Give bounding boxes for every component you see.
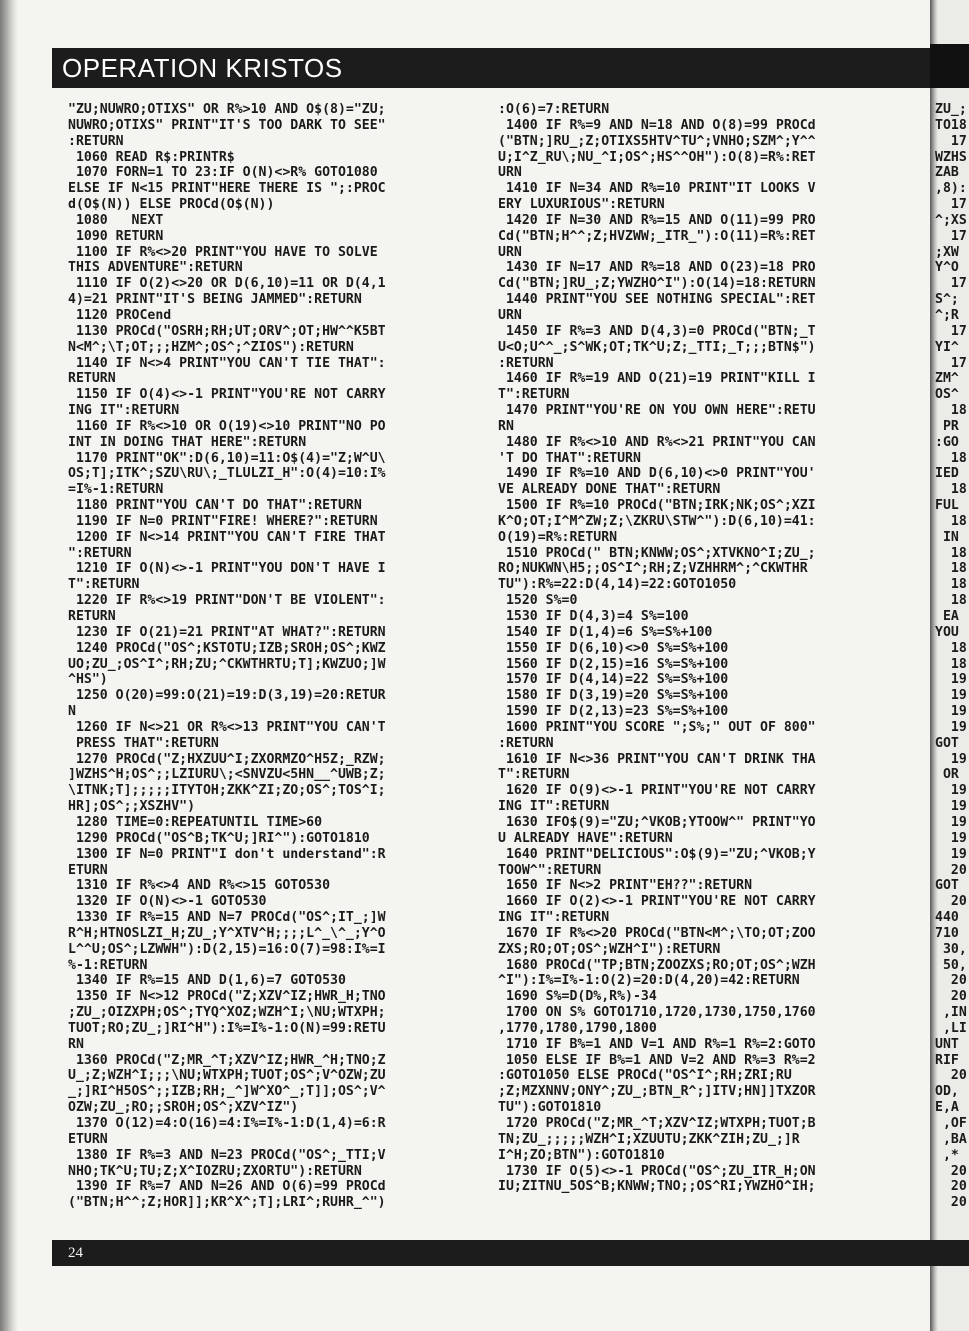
- listing-line: 19: [935, 672, 967, 688]
- listing-line: 4)=21 PRINT"IT'S BEING JAMMED":RETURN: [68, 292, 362, 308]
- listing-line: HR];OS^;;XSZHV"): [68, 799, 196, 815]
- listing-line: 19: [935, 799, 967, 815]
- listing-line: ;ZU_;OIZXPH;OS^;TYQ^XOZ;WZH^I;\NU;WTXPH;: [68, 1005, 386, 1021]
- listing-line: URN: [498, 244, 522, 260]
- listing-line: ZAB: [935, 165, 959, 181]
- listing-line: T":RETURN: [498, 767, 570, 783]
- listing-line: ERY LUXURIOUS":RETURN: [498, 197, 665, 213]
- listing-line: 1180 PRINT"YOU CAN'T DO THAT":RETURN: [68, 498, 362, 514]
- listing-line: 1560 IF D(2,15)=16 S%=S%+100: [498, 656, 729, 672]
- listing-line: Y^O: [935, 260, 959, 276]
- listing-line: OZW;ZU_;RO;;SROH;OS^;XZV^IZ"): [68, 1100, 299, 1116]
- listing-line: RETURN: [68, 371, 116, 387]
- listing-line: 18: [935, 403, 967, 419]
- listing-line: 1240 PROCd("OS^;KSTOTU;IZB;SROH;OS^;KWZ: [68, 640, 386, 656]
- listing-line: ^;XS: [935, 212, 967, 228]
- listing-line: 1500 IF R%=10 PROCd("BTN;IRK;NK;OS^;XZI: [498, 498, 816, 514]
- listing-line: T":RETURN: [68, 577, 140, 593]
- listing-line: ZU_;: [935, 102, 967, 117]
- listing-line: 1630 IFO$(9)="ZU;^VKOB;YTOOW^" PRINT"YO: [498, 814, 816, 830]
- listing-line: 1580 IF D(3,19)=20 S%=S%+100: [498, 688, 729, 704]
- listing-line: 1360 PROCd("Z;MR_^T;XZV^IZ;HWR_^H;TNO;Z: [68, 1052, 386, 1068]
- listing-line: OR: [935, 767, 959, 783]
- listing-line: URN: [498, 165, 522, 181]
- listing-line: 1520 S%=0: [498, 593, 578, 609]
- listing-line: U;I^Z_RU\;NU_^I;OS^;HS^^OH"):O(8)=R%:RET: [498, 149, 816, 165]
- listing-column-left: [68, 102, 468, 1211]
- listing-line: 1160 IF R%<>10 OR O(19)<>10 PRINT"NO PO: [68, 418, 386, 434]
- next-page-header-bar: [930, 44, 969, 88]
- listing-line: 18: [935, 593, 967, 609]
- listing-line: 1420 IF N=30 AND R%=15 AND O(11)=99 PRO: [498, 212, 816, 228]
- listing-line: R^H;HTNOSLZI_H;ZU_;Y^XTV^H;;;;L^_\^_;Y^O: [68, 925, 386, 941]
- listing-line: S^;: [935, 292, 959, 308]
- listing-line: 18: [935, 482, 967, 498]
- listing-line: 1300 IF N=0 PRINT"I don't understand":R: [68, 846, 386, 862]
- listing-line: IED: [935, 466, 959, 482]
- listing-line: 1310 IF R%<>4 AND R%<>15 GOTO530: [68, 878, 331, 894]
- listing-line: 1540 IF D(1,4)=6 S%=S%+100: [498, 624, 713, 640]
- listing-line: YOU: [935, 624, 959, 640]
- listing-line: \ITNK;T];;;;;ITYTOH;ZKK^ZI;ZO;OS^;TOS^I;: [68, 783, 386, 799]
- listing-line: I^H;ZO;BTN"):GOTO1810: [498, 1147, 665, 1163]
- listing-line: Cd("BTN;H^^;Z;HVZWW;_ITR_"):O(11)=R%:RET: [498, 228, 816, 244]
- listing-line: 'T DO THAT":RETURN: [498, 450, 641, 466]
- listing-line: 1110 IF O(2)<>20 OR D(6,10)=11 OR D(4,1: [68, 276, 386, 292]
- listing-line: VE ALREADY DONE THAT":RETURN: [498, 482, 721, 498]
- listing-line: 1320 IF O(N)<>-1 GOTO530: [68, 894, 267, 910]
- listing-line: 20: [935, 1195, 967, 1211]
- listing-line: 1650 IF N<>2 PRINT"EH??":RETURN: [498, 878, 753, 894]
- listing-line: 19: [935, 704, 967, 720]
- listing-line: TOOW^":RETURN: [498, 862, 602, 878]
- listing-line: :RETURN: [498, 355, 554, 371]
- listing-line: PR: [935, 418, 959, 434]
- listing-line: TUOT;RO;ZU_;]RI^H"):I%=I%-1:O(N)=99:RETU: [68, 1020, 386, 1036]
- listing-line: 1610 IF N<>36 PRINT"YOU CAN'T DRINK THA: [498, 751, 816, 767]
- listing-line: 17: [935, 323, 967, 339]
- listing-line: ZM^: [935, 371, 959, 387]
- listing-line: 1480 IF R%<>10 AND R%<>21 PRINT"YOU CAN: [498, 434, 816, 450]
- listing-line: 1710 IF B%=1 AND V=1 AND R%=1 R%=2:GOTO: [498, 1036, 816, 1052]
- listing-line: 1170 PRINT"OK":D(6,10)=11:O$(4)="Z;W^U\: [68, 450, 386, 466]
- listing-line: 20: [935, 1179, 967, 1195]
- listing-line: OS;T];ITK^;SZU\RU\;_TLULZI_H":O(4)=10:I%: [68, 466, 386, 482]
- listing-line: 1230 IF O(21)=21 PRINT"AT WHAT?":RETURN: [68, 624, 386, 640]
- listing-line: 50,: [935, 957, 967, 973]
- listing-line: 18: [935, 545, 967, 561]
- listing-line: 20: [935, 989, 967, 1005]
- page-binding-shadow: [0, 0, 18, 1331]
- listing-line: ]WZHS^H;OS^;;LZIURU\;<SNVZU<5HN__^UWB;Z;: [68, 767, 386, 783]
- listing-line: 1080 NEXT: [68, 212, 164, 228]
- listing-line: RETURN: [68, 609, 116, 624]
- listing-line: 1070 FORN=1 TO 23:IF O(N)<>R% GOTO1080: [68, 165, 378, 181]
- listing-line: ELSE IF N<15 PRINT"HERE THERE IS ";:PROC: [68, 181, 386, 197]
- listing-line: 1590 IF D(2,13)=23 S%=S%+100: [498, 704, 729, 720]
- listing-line: WZHS: [935, 149, 967, 165]
- listing-line: YI^: [935, 339, 959, 355]
- listing-line: 1430 IF N=17 AND R%=18 AND O(23)=18 PRO: [498, 260, 816, 276]
- listing-line: ,IN: [935, 1005, 967, 1021]
- listing-line: 1450 IF R%=3 AND D(4,3)=0 PROCd("BTN;_T: [498, 323, 816, 339]
- listing-line: U<O;U^^_;S^WK;OT;TK^U;Z;_TTI;_T;;;BTN$"): [498, 339, 816, 355]
- listing-line: 1260 IF N<>21 OR R%<>13 PRINT"YOU CAN'T: [68, 719, 386, 735]
- listing-line: 1350 IF N<>12 PROCd("Z;XZV^IZ;HWR_H;TNO: [68, 989, 386, 1005]
- listing-line: 1470 PRINT"YOU'RE ON YOU OWN HERE":RETU: [498, 403, 816, 419]
- listing-line: 1730 IF O(5)<>-1 PROCd("OS^;ZU_ITR_H;ON: [498, 1163, 816, 1179]
- listing-line: 1620 IF O(9)<>-1 PRINT"YOU'RE NOT CARRY: [498, 783, 816, 799]
- listing-line: URN: [498, 307, 522, 323]
- listing-line: 1380 IF R%=3 AND N=23 PROCd("OS^;_TTI;V: [68, 1147, 386, 1163]
- listing-line: PRESS THAT":RETURN: [68, 735, 219, 751]
- listing-line: FUL: [935, 498, 959, 514]
- listing-line: ^I"):I%=I%-1:O(2)=20:D(4,20)=42:RETURN: [498, 973, 800, 989]
- listing-line: 19: [935, 783, 967, 799]
- listing-line: 1410 IF N=34 AND R%=10 PRINT"IT LOOKS V: [498, 181, 816, 197]
- listing-line: 17: [935, 133, 967, 149]
- listing-line: 1690 S%=D(D%,R%)-34: [498, 989, 657, 1005]
- listing-line: 1060 READ R$:PRINTR$: [68, 149, 235, 165]
- listing-line: 19: [935, 846, 967, 862]
- listing-line: :GOTO1050 ELSE PROCd("OS^I^;RH;ZRI;RU: [498, 1068, 792, 1084]
- listing-line: ^;R: [935, 307, 959, 323]
- listing-line: K^O;OT;I^M^ZW;Z;\ZKRU\STW^"):D(6,10)=41:: [498, 513, 816, 529]
- listing-line: T":RETURN: [498, 387, 570, 403]
- listing-line: ETURN: [68, 862, 108, 878]
- listing-line: 17: [935, 228, 967, 244]
- listing-line: 1220 IF R%<>19 PRINT"DON'T BE VIOLENT":: [68, 593, 386, 609]
- listing-line: ,OF: [935, 1116, 967, 1131]
- listing-line: 20: [935, 1068, 967, 1084]
- listing-line: 1460 IF R%=19 AND O(21)=19 PRINT"KILL I: [498, 371, 816, 387]
- listing-line: 1640 PRINT"DELICIOUS":O$(9)="ZU;^VKOB;Y: [498, 846, 816, 862]
- listing-line: 19: [935, 814, 967, 830]
- listing-line: 1490 IF R%=10 AND D(6,10)<>0 PRINT"YOU': [498, 466, 816, 482]
- listing-line: ^HS"): [68, 672, 108, 688]
- listing-line: %-1:RETURN: [68, 957, 148, 973]
- listing-line: TN;ZU_;;;;;WZH^I;XZUUTU;ZKK^ZIH;ZU_;]R: [498, 1131, 800, 1147]
- listing-line: 1400 IF R%=9 AND N=18 AND O(8)=99 PROCd: [498, 117, 816, 133]
- listing-line: TO18: [935, 117, 967, 133]
- listing-column-right-partial: [935, 102, 969, 1211]
- listing-line: ,LI: [935, 1020, 967, 1036]
- listing-line: GOT: [935, 735, 959, 751]
- listing-line: 1150 IF O(4)<>-1 PRINT"YOU'RE NOT CARRY: [68, 387, 386, 403]
- listing-line: ("BTN;]RU_;Z;OTIXS5HTV^TU^;VNHO;SZM^;Y^^: [498, 133, 816, 149]
- listing-line: 1120 PROCend: [68, 307, 172, 323]
- listing-line: 19: [935, 751, 967, 767]
- listing-line: 1670 IF R%<>20 PROCd("BTN<M^;\TO;OT;ZOO: [498, 925, 816, 941]
- listing-line: ,1770,1780,1790,1800: [498, 1020, 657, 1036]
- listing-line: ,BA: [935, 1131, 967, 1147]
- listing-line: 18: [935, 656, 967, 672]
- listing-line: THIS ADVENTURE":RETURN: [68, 260, 243, 276]
- listing-line: NUWRO;OTIXS" PRINT"IT'S TOO DARK TO SEE": [68, 117, 386, 133]
- page-number: 24: [68, 1245, 83, 1261]
- listing-line: N<M^;\T;OT;;;HZM^;OS^;^ZIOS"):RETURN: [68, 339, 354, 355]
- listing-line: 19: [935, 830, 967, 846]
- listing-line: 1050 ELSE IF B%=1 AND V=2 AND R%=3 R%=2: [498, 1052, 816, 1068]
- listing-line: 20: [935, 1163, 967, 1179]
- listing-line: 1680 PROCd("TP;BTN;ZOOZXS;RO;OT;OS^;WZH: [498, 957, 816, 973]
- listing-line: 18: [935, 561, 967, 577]
- listing-line: ;Z;MZXNNV;ONY^;ZU_;BTN_R^;]ITV;HN]]TXZOR: [498, 1084, 816, 1100]
- listing-line: TU"):R%=22:D(4,14)=22:GOTO1050: [498, 577, 737, 593]
- listing-line: 30,: [935, 941, 967, 957]
- listing-line: 17: [935, 197, 967, 213]
- listing-line: 1370 O(12)=4:O(16)=4:I%=I%-1:D(1,4)=6:R: [68, 1116, 386, 1131]
- listing-line: ,8):: [935, 181, 967, 197]
- listing-line: 18: [935, 577, 967, 593]
- listing-line: ING IT":RETURN: [68, 403, 180, 419]
- listing-line: 1100 IF R%<>20 PRINT"YOU HAVE TO SOLVE: [68, 244, 378, 260]
- listing-line: 19: [935, 719, 967, 735]
- listing-line: ,*: [935, 1147, 959, 1163]
- listing-line: 1390 IF R%=7 AND N=26 AND O(6)=99 PROCd: [68, 1179, 386, 1195]
- listing-line: ETURN: [68, 1131, 108, 1147]
- listing-line: _;]RI^H5OS^;;IZB;RH;_^]W^XO^_;T]];OS^;V^: [68, 1084, 386, 1100]
- listing-line: 1290 PROCd("OS^B;TK^U;]RI^"):GOTO1810: [68, 830, 370, 846]
- listing-line: OD,: [935, 1084, 959, 1100]
- listing-line: O(19)=R%:RETURN: [498, 529, 618, 545]
- listing-line: 1600 PRINT"YOU SCORE ";S%;" OUT OF 800": [498, 719, 816, 735]
- listing-line: ;XW: [935, 244, 959, 260]
- listing-line: 17: [935, 276, 967, 292]
- listing-line: Cd("BTN;]RU_;Z;YWZHO^I"):O(14)=18:RETURN: [498, 276, 816, 292]
- listing-line: :GO: [935, 434, 959, 450]
- listing-line: 1130 PROCd("OSRH;RH;UT;ORV^;OT;HW^^K5BT: [68, 323, 386, 339]
- listing-line: 18: [935, 640, 967, 656]
- listing-line: 20: [935, 973, 967, 989]
- listing-line: 1550 IF D(6,10)<>0 S%=S%+100: [498, 640, 729, 656]
- listing-line: ":RETURN: [68, 545, 132, 561]
- listing-line: 17: [935, 355, 967, 371]
- page-title: OPERATION KRISTOS: [62, 53, 343, 83]
- listing-line: 1330 IF R%=15 AND N=7 PROCd("OS^;IT_;]W: [68, 910, 386, 926]
- listing-line: RO;NUKWN\H5;;OS^I^;RH;Z;VZHHRM^;^CKWTHR: [498, 561, 808, 577]
- listing-line: UNT: [935, 1036, 959, 1052]
- listing-line: ZXS;RO;OT;OS^;WZH^I"):RETURN: [498, 941, 721, 957]
- listing-line: OS^: [935, 387, 959, 403]
- listing-line: NHO;TK^U;TU;Z;X^IOZRU;ZXORTU"):RETURN: [68, 1163, 362, 1179]
- listing-line: 440: [935, 910, 959, 926]
- listing-line: L^^U;OS^;LZWWH"):D(2,15)=16:O(7)=98:I%=I: [68, 941, 386, 957]
- listing-line: 18: [935, 450, 967, 466]
- listing-line: ("BTN;H^^;Z;HOR]];KR^X^;T];LRI^;RUHR_^"): [68, 1195, 386, 1211]
- listing-line: ING IT":RETURN: [498, 799, 610, 815]
- listing-line: 1250 O(20)=99:O(21)=19:D(3,19)=20:RETUR: [68, 688, 386, 704]
- listing-line: U_;Z;WZH^I;;;\NU;WTXPH;TUOT;OS^;V^OZW;ZU: [68, 1068, 386, 1084]
- listing-line: UO;ZU_;OS^I^;RH;ZU;^CKWTHRTU;T];KWZUO;]W: [68, 656, 386, 672]
- footer-bar: [52, 1240, 930, 1266]
- listing-line: 710: [935, 925, 959, 941]
- listing-line: ING IT":RETURN: [498, 910, 610, 926]
- listing-line: 1510 PROCd(" BTN;KNWW;OS^;XTVKNO^I;ZU_;: [498, 545, 816, 561]
- listing-line: TU"):GOTO1810: [498, 1100, 602, 1116]
- listing-line: 20: [935, 862, 967, 878]
- listing-line: EA: [935, 609, 959, 624]
- listing-line: 1700 ON S% GOTO1710,1720,1730,1750,1760: [498, 1005, 816, 1021]
- listing-line: 19: [935, 688, 967, 704]
- listing-line: IN: [935, 529, 959, 545]
- listing-line: 1090 RETURN: [68, 228, 164, 244]
- listing-line: 1440 PRINT"YOU SEE NOTHING SPECIAL":RET: [498, 292, 816, 308]
- listing-column-middle: [498, 102, 898, 1195]
- listing-line: N: [68, 704, 76, 720]
- listing-line: IU;ZITNU_5OS^B;KNWW;TNO;;OS^RI;YWZHO^IH;: [498, 1179, 816, 1195]
- listing-line: E,A: [935, 1100, 959, 1116]
- listing-line: U ALREADY HAVE":RETURN: [498, 830, 673, 846]
- listing-line: :RETURN: [68, 133, 124, 149]
- listing-line: 1280 TIME=0:REPEATUNTIL TIME>60: [68, 814, 323, 830]
- listing-line: 1660 IF O(2)<>-1 PRINT"YOU'RE NOT CARRY: [498, 894, 816, 910]
- next-page-footer-bar: [930, 1240, 969, 1266]
- listing-line: :O(6)=7:RETURN: [498, 102, 610, 117]
- listing-line: 1190 IF N=0 PRINT"FIRE! WHERE?":RETURN: [68, 513, 378, 529]
- listing-line: INT IN DOING THAT HERE":RETURN: [68, 434, 307, 450]
- listing-line: 1530 IF D(4,3)=4 S%=100: [498, 609, 689, 624]
- listing-line: 20: [935, 894, 967, 910]
- listing-line: 1200 IF N<>14 PRINT"YOU CAN'T FIRE THAT: [68, 529, 386, 545]
- listing-line: 1270 PROCd("Z;HXZUU^I;ZXORMZO^H5Z;_RZW;: [68, 751, 386, 767]
- listing-line: 1720 PROCd("Z;MR_^T;XZV^IZ;WTXPH;TUOT;B: [498, 1116, 816, 1131]
- listing-line: RIF: [935, 1052, 959, 1068]
- listing-line: 1140 IF N<>4 PRINT"YOU CAN'T TIE THAT":: [68, 355, 386, 371]
- listing-line: =I%-1:RETURN: [68, 482, 164, 498]
- listing-line: "ZU;NUWRO;OTIXS" OR R%>10 AND O$(8)="ZU;: [68, 102, 386, 117]
- listing-line: 1210 IF O(N)<>-1 PRINT"YOU DON'T HAVE I: [68, 561, 386, 577]
- listing-line: GOT: [935, 878, 959, 894]
- listing-line: 1570 IF D(4,14)=22 S%=S%+100: [498, 672, 729, 688]
- listing-line: RN: [68, 1036, 84, 1052]
- listing-line: d(O$(N)) ELSE PROCd(O$(N)): [68, 197, 275, 213]
- listing-line: 1340 IF R%=15 AND D(1,6)=7 GOTO530: [68, 973, 346, 989]
- listing-line: RN: [498, 418, 514, 434]
- listing-line: :RETURN: [498, 735, 554, 751]
- listing-line: 18: [935, 513, 967, 529]
